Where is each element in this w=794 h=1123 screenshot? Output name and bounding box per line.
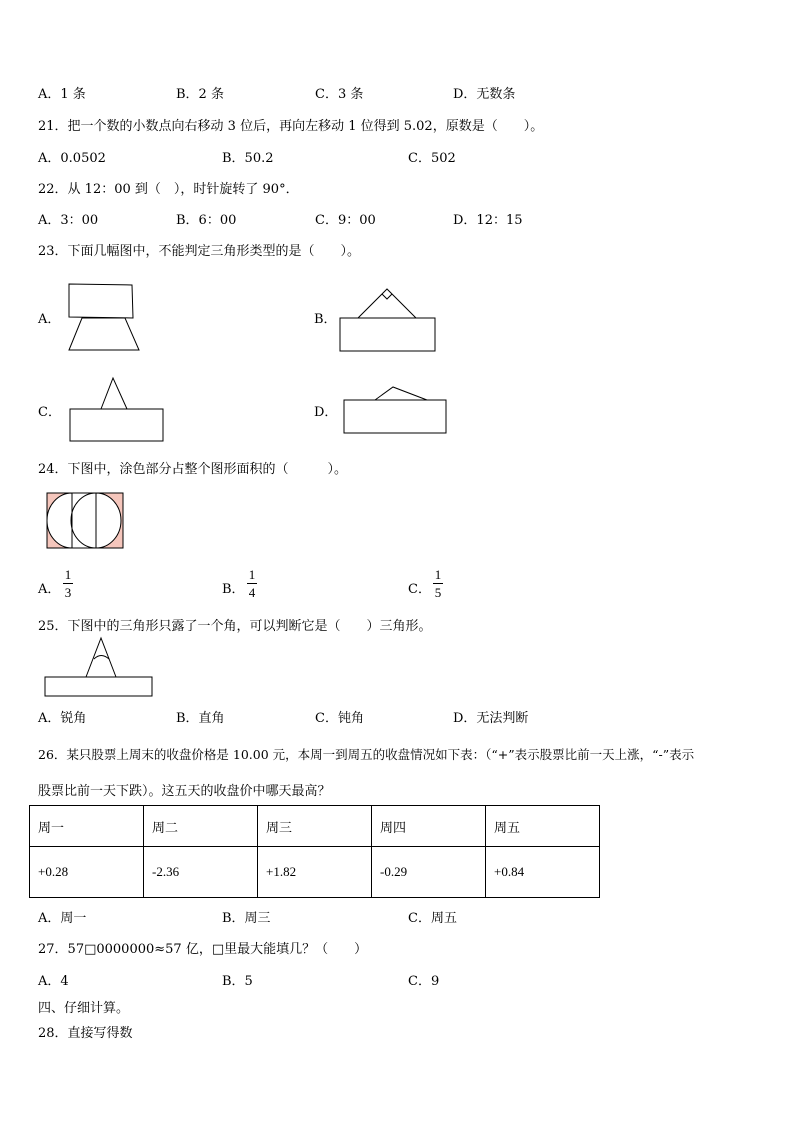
q24-option-a-label: A． bbox=[38, 582, 61, 597]
q26-text-line2: 股票比前一天下跌）。这五天的收盘价中哪天最高？ bbox=[38, 784, 331, 799]
fraction-numerator: 1 bbox=[64, 567, 72, 582]
q25-option-c: C．钝角 bbox=[315, 711, 364, 726]
q20-option-d: D．无数条 bbox=[453, 87, 516, 102]
q21-option-b: B．50.2 bbox=[222, 151, 274, 166]
table-cell: +0.28 bbox=[30, 847, 144, 898]
q24-text: 24．下图中，涂色部分占整个图形面积的（ ）。 bbox=[38, 462, 348, 477]
q21-text: 21．把一个数的小数点向右移动 3 位后，再向左移动 1 位得到 5.02，原数是（ ）。 bbox=[38, 119, 544, 134]
q26-option-c: C．周五 bbox=[408, 911, 457, 926]
section-heading: 四、仔细计算。 bbox=[38, 1001, 130, 1016]
q27-option-b: B．5 bbox=[222, 974, 253, 989]
q24-option-b-label: B． bbox=[222, 582, 245, 597]
q23-text: 23．下面几幅图中，不能判定三角形类型的是（ ）。 bbox=[38, 244, 361, 259]
table-header-cell: 周一 bbox=[30, 806, 144, 847]
q28-text: 28．直接写得数 bbox=[38, 1026, 133, 1041]
table-header-cell: 周四 bbox=[372, 806, 486, 847]
price-change-table bbox=[29, 805, 600, 898]
fraction-numerator: 1 bbox=[248, 567, 256, 582]
q21-option-c: C．502 bbox=[408, 151, 456, 166]
q25-option-d: D．无法判断 bbox=[453, 711, 529, 726]
fraction-denominator: 5 bbox=[434, 585, 442, 600]
q21-option-a: A．0.0502 bbox=[38, 151, 106, 166]
fraction-denominator: 3 bbox=[64, 585, 72, 600]
table-header-row bbox=[30, 806, 600, 847]
table-header-cell: 周五 bbox=[486, 806, 600, 847]
table-cell: -2.36 bbox=[144, 847, 258, 898]
q23-label-c: C． bbox=[38, 405, 61, 420]
q20-option-a: A．1 条 bbox=[38, 87, 86, 102]
table-cell: +1.82 bbox=[258, 847, 372, 898]
q26-option-b: B．周三 bbox=[222, 911, 271, 926]
q22-option-c: C．9：00 bbox=[315, 213, 376, 228]
q27-text: 27．57□0000000≈57 亿，□里最大能填几？（ ） bbox=[38, 942, 368, 957]
fraction-denominator: 4 bbox=[248, 585, 256, 600]
q20-option-b: B．2 条 bbox=[176, 87, 224, 102]
q27-option-a: A．4 bbox=[38, 974, 69, 989]
table-header-cell: 周二 bbox=[144, 806, 258, 847]
q23-label-d: D． bbox=[314, 405, 338, 420]
q25-option-b: B．直角 bbox=[176, 711, 225, 726]
q27-option-c: C．9 bbox=[408, 974, 440, 989]
q23-label-b: B． bbox=[314, 312, 337, 327]
table-header-cell: 周三 bbox=[258, 806, 372, 847]
q20-option-c: C．3 条 bbox=[315, 87, 364, 102]
table-cell: -0.29 bbox=[372, 847, 486, 898]
q25-option-a: A．锐角 bbox=[38, 711, 87, 726]
q25-text: 25．下图中的三角形只露了一个角，可以判断它是（ ）三角形。 bbox=[38, 619, 432, 634]
q22-text: 22．从 12：00 到（ ），时针旋转了 90°． bbox=[38, 182, 299, 197]
q22-option-a: A．3：00 bbox=[38, 213, 99, 228]
q24-option-c-label: C． bbox=[408, 582, 431, 597]
q23-label-a: A． bbox=[38, 312, 61, 327]
fraction-numerator: 1 bbox=[434, 567, 442, 582]
q26-text-line1: 26．某只股票上周末的收盘价格是 10.00 元，本周一到周五的收盘情况如下表：（“+”表示股票比前一天上涨，“-”表示 bbox=[38, 747, 695, 762]
q22-option-b: B．6：00 bbox=[176, 213, 237, 228]
table-cell: +0.84 bbox=[486, 847, 600, 898]
q22-option-d: D．12：15 bbox=[453, 213, 523, 228]
table-row bbox=[30, 847, 600, 898]
q26-option-a: A．周一 bbox=[38, 911, 87, 926]
